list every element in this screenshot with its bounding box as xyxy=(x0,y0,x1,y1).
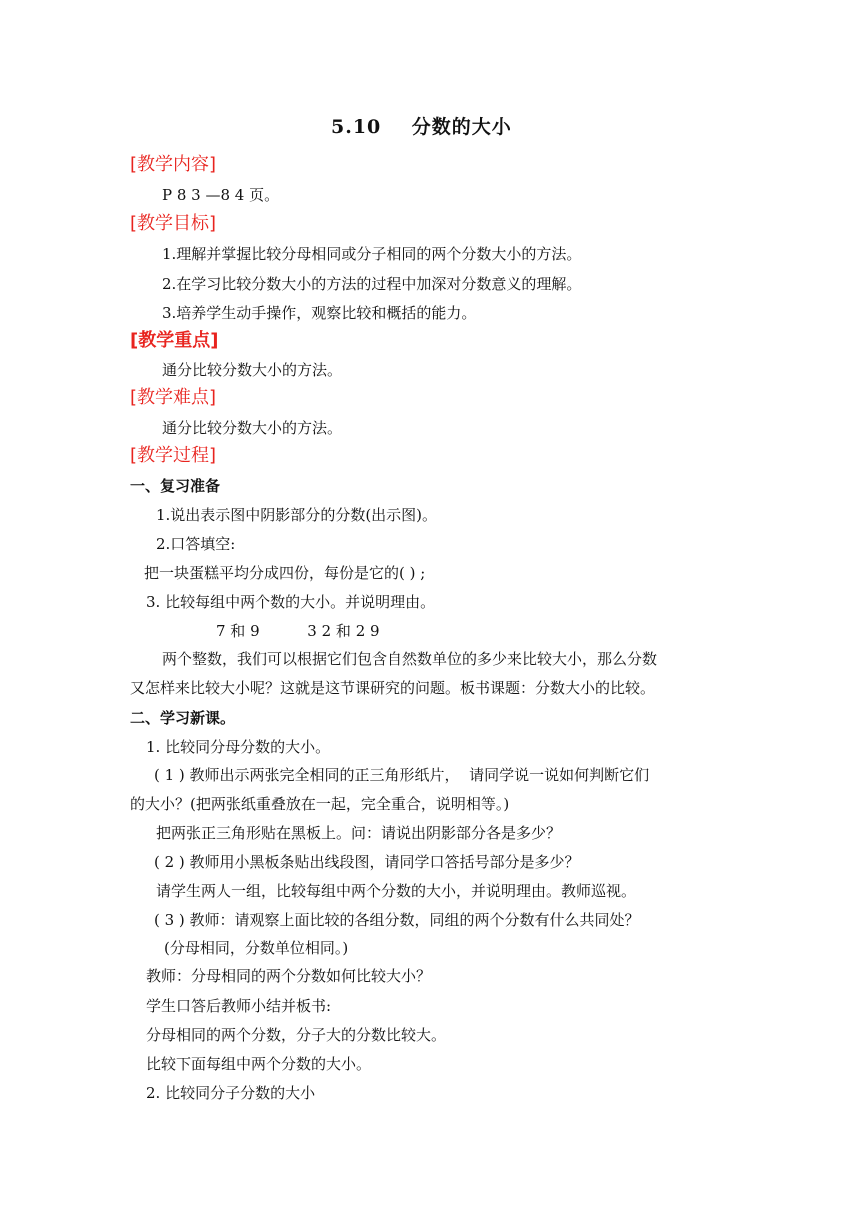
review-line: 1.说出表示图中阴影部分的分数(出示图)。 xyxy=(156,506,438,524)
lesson-line: 学生口答后教师小结并板书: xyxy=(146,997,332,1015)
content-text: P 8 3 —8 4 页。 xyxy=(162,186,280,204)
review-line: 又怎样来比较大小呢？这就是这节课研究的问题。板书课题：分数大小的比较。 xyxy=(130,679,656,697)
lesson-line: ( 3 ) 教师：请观察上面比较的各组分数，同组的两个分数有什么共同处？ xyxy=(154,911,640,929)
review-line: 3. 比较每组中两个数的大小。并说明理由。 xyxy=(146,593,436,611)
heading-teaching-difficulty: [教学难点] xyxy=(130,387,217,408)
review-line: 两个整数，我们可以根据它们包含自然数单位的多少来比较大小，那么分数 xyxy=(162,650,658,668)
lesson-line: 比较下面每组中两个分数的大小。 xyxy=(146,1055,372,1073)
review-line: 把一块蛋糕平均分成四份，每份是它的( ) ; xyxy=(144,564,426,582)
difficulty-text: 通分比较分数大小的方法。 xyxy=(162,419,343,437)
lesson-line: (分母相同，分数单位相同。) xyxy=(164,939,349,957)
lesson-line: 2. 比较同分子分数的大小 xyxy=(146,1084,316,1102)
lesson-line: 分母相同的两个分数，分子大的分数比较大。 xyxy=(146,1026,447,1044)
heading-teaching-process: [教学过程] xyxy=(130,445,217,466)
goal-item: 2.在学习比较分数大小的方法的过程中加深对分数意义的理解。 xyxy=(162,275,582,293)
lesson-line: ( 2 ) 教师用小黑板条贴出线段图，请同学口答括号部分是多少？ xyxy=(154,853,580,871)
key-text: 通分比较分数大小的方法。 xyxy=(162,361,343,379)
heading-teaching-key: [教学重点] xyxy=(130,330,219,351)
lesson-line: ( 1 ) 教师出示两张完全相同的正三角形纸片， 请同学说一说如何判断它们 xyxy=(154,766,650,784)
heading-teaching-content: [教学内容] xyxy=(130,154,217,175)
review-line: 7 和 9 3 2 和 2 9 xyxy=(216,622,380,640)
goal-item: 3.培养学生动手操作，观察比较和概括的能力。 xyxy=(162,304,477,322)
section-new-lesson-heading: 二、学习新课。 xyxy=(130,709,236,727)
review-line: 2.口答填空: xyxy=(156,535,236,553)
lesson-line: 的大小？(把两张纸重叠放在一起，完全重合，说明相等。) xyxy=(130,795,510,813)
lesson-line: 教师：分母相同的两个分数如何比较大小？ xyxy=(146,967,432,985)
section-review-heading: 一、复习准备 xyxy=(130,477,221,495)
lesson-line: 把两张正三角形贴在黑板上。问：请说出阴影部分各是多少？ xyxy=(156,824,562,842)
heading-teaching-goals: [教学目标] xyxy=(130,213,217,234)
lesson-line: 1. 比较同分母分数的大小。 xyxy=(146,738,331,756)
page-title: 5.10 分数的大小 xyxy=(331,116,512,138)
goal-item: 1.理解并掌握比较分母相同或分子相同的两个分数大小的方法。 xyxy=(162,245,582,263)
lesson-line: 请学生两人一组，比较每组中两个分数的大小，并说明理由。教师巡视。 xyxy=(156,882,637,900)
